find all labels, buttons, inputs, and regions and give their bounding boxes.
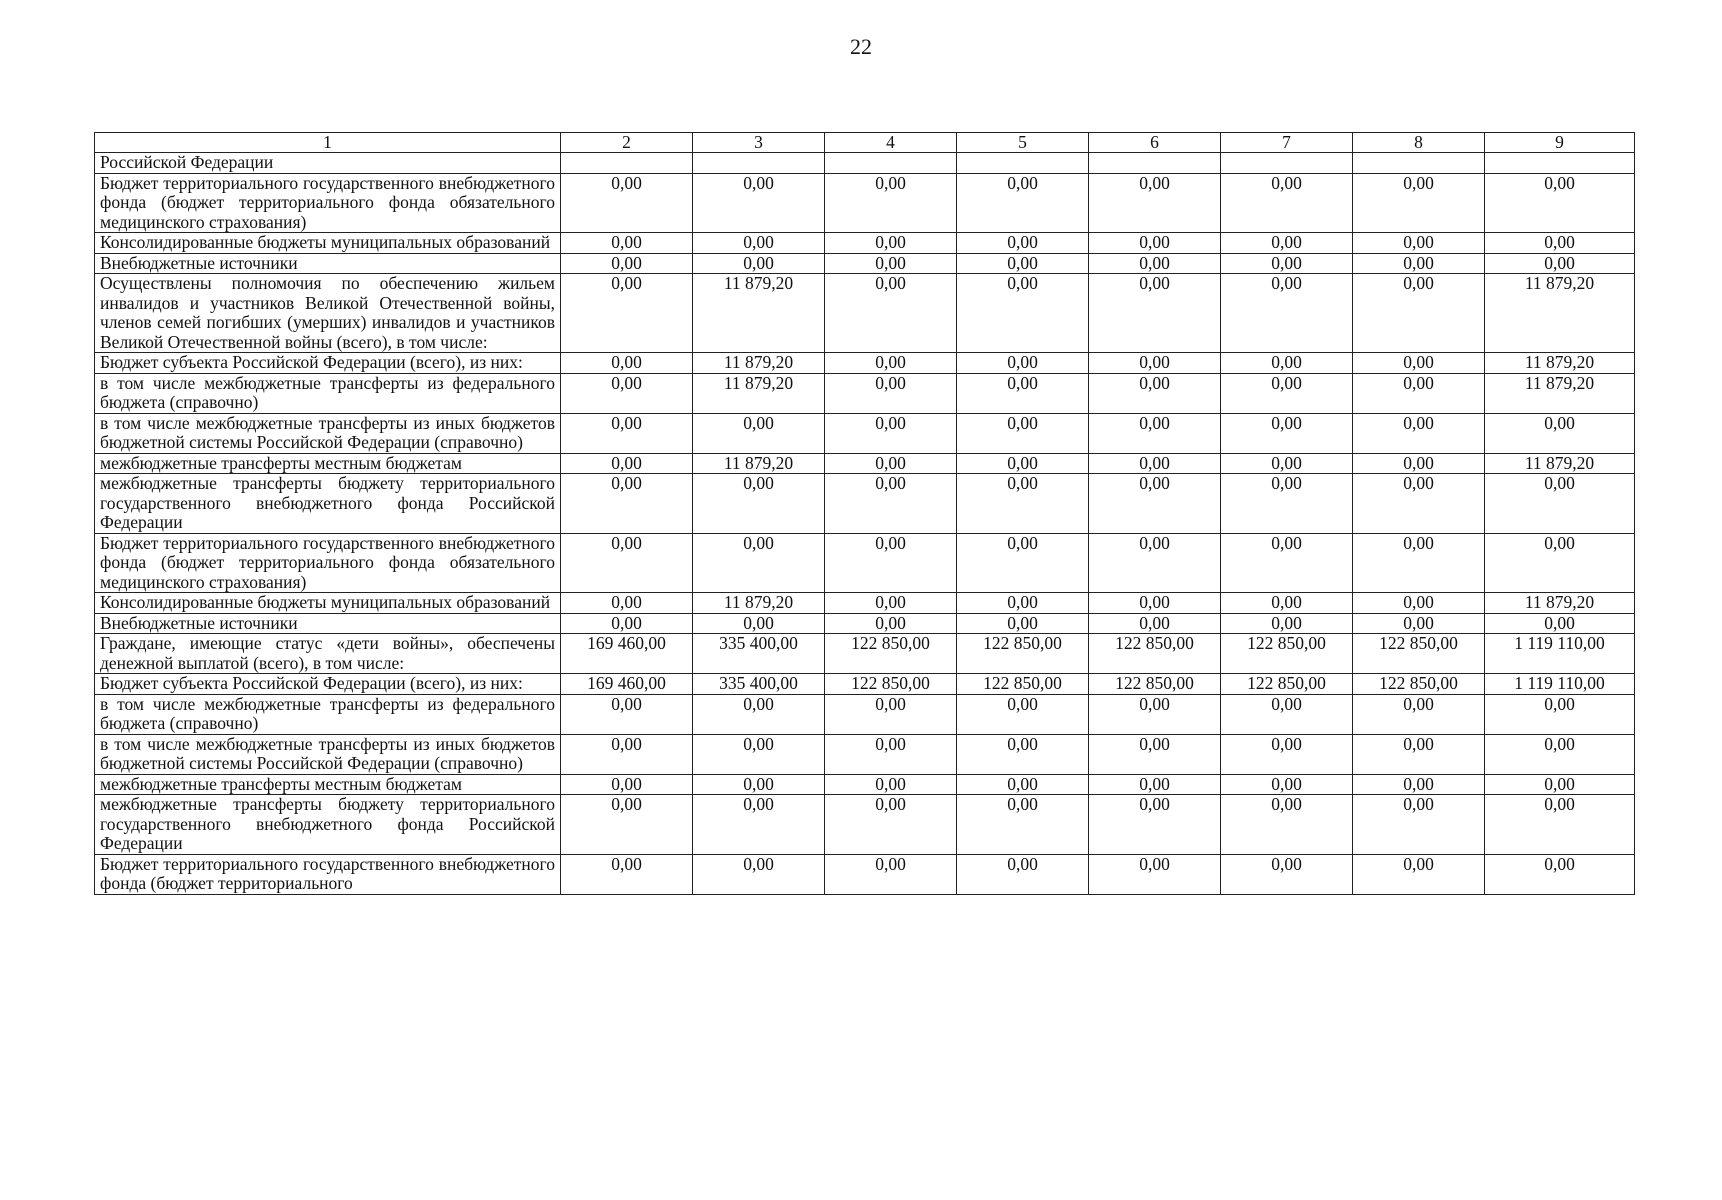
value-cell: 0,00 xyxy=(693,413,825,453)
value-cell: 0,00 xyxy=(1089,593,1221,614)
value-cell: 0,00 xyxy=(1353,233,1485,254)
column-number: 3 xyxy=(693,133,825,153)
value-cell: 0,00 xyxy=(1089,854,1221,894)
value-cell: 0,00 xyxy=(693,253,825,274)
value-cell xyxy=(1221,153,1353,174)
value-cell: 0,00 xyxy=(957,413,1089,453)
value-cell: 0,00 xyxy=(693,795,825,855)
row-label: в том числе межбюджетные трансферты из федерального бюджета (справочно) xyxy=(95,373,561,413)
value-cell: 0,00 xyxy=(1485,774,1635,795)
value-cell: 0,00 xyxy=(1353,734,1485,774)
value-cell: 0,00 xyxy=(1485,233,1635,254)
value-cell: 0,00 xyxy=(561,253,693,274)
value-cell: 0,00 xyxy=(1353,413,1485,453)
value-cell: 11 879,20 xyxy=(693,274,825,353)
value-cell: 122 850,00 xyxy=(957,634,1089,674)
value-cell: 0,00 xyxy=(693,233,825,254)
table-row xyxy=(95,233,1635,254)
value-cell: 0,00 xyxy=(825,274,957,353)
column-number: 9 xyxy=(1485,133,1635,153)
table-row xyxy=(95,613,1635,634)
value-cell: 0,00 xyxy=(1485,413,1635,453)
value-cell: 0,00 xyxy=(693,533,825,593)
value-cell: 335 400,00 xyxy=(693,674,825,695)
value-cell: 0,00 xyxy=(1221,353,1353,374)
value-cell: 0,00 xyxy=(825,774,957,795)
value-cell xyxy=(825,153,957,174)
value-cell: 0,00 xyxy=(1485,173,1635,233)
value-cell: 169 460,00 xyxy=(561,634,693,674)
value-cell: 11 879,20 xyxy=(693,373,825,413)
value-cell: 0,00 xyxy=(825,593,957,614)
value-cell: 0,00 xyxy=(957,533,1089,593)
table-row xyxy=(95,734,1635,774)
column-number: 2 xyxy=(561,133,693,153)
value-cell: 11 879,20 xyxy=(1485,274,1635,353)
value-cell: 0,00 xyxy=(957,173,1089,233)
row-label: межбюджетные трансферты местным бюджетам xyxy=(95,453,561,474)
value-cell: 11 879,20 xyxy=(1485,353,1635,374)
value-cell: 122 850,00 xyxy=(1089,634,1221,674)
value-cell: 122 850,00 xyxy=(825,634,957,674)
value-cell: 11 879,20 xyxy=(693,453,825,474)
value-cell xyxy=(693,153,825,174)
row-label: Внебюджетные источники xyxy=(95,613,561,634)
value-cell: 0,00 xyxy=(561,533,693,593)
value-cell: 0,00 xyxy=(1089,274,1221,353)
value-cell: 0,00 xyxy=(825,795,957,855)
value-cell: 0,00 xyxy=(1221,453,1353,474)
value-cell: 0,00 xyxy=(1221,173,1353,233)
table-row xyxy=(95,795,1635,855)
value-cell: 0,00 xyxy=(1485,613,1635,634)
value-cell: 0,00 xyxy=(561,474,693,534)
table-row xyxy=(95,274,1635,353)
value-cell: 0,00 xyxy=(957,593,1089,614)
value-cell: 122 850,00 xyxy=(1353,634,1485,674)
table-row xyxy=(95,474,1635,534)
value-cell: 0,00 xyxy=(1353,694,1485,734)
value-cell: 0,00 xyxy=(957,734,1089,774)
column-number: 7 xyxy=(1221,133,1353,153)
value-cell: 0,00 xyxy=(1485,854,1635,894)
value-cell: 0,00 xyxy=(1089,533,1221,593)
value-cell: 0,00 xyxy=(1353,353,1485,374)
value-cell: 0,00 xyxy=(1089,613,1221,634)
value-cell: 0,00 xyxy=(1221,613,1353,634)
value-cell: 0,00 xyxy=(1353,795,1485,855)
value-cell: 0,00 xyxy=(1221,274,1353,353)
value-cell: 0,00 xyxy=(1089,173,1221,233)
value-cell: 0,00 xyxy=(693,734,825,774)
page-number: 22 xyxy=(850,34,872,59)
value-cell: 122 850,00 xyxy=(1221,674,1353,695)
value-cell: 0,00 xyxy=(1221,474,1353,534)
value-cell xyxy=(1089,153,1221,174)
table-row xyxy=(95,774,1635,795)
value-cell: 0,00 xyxy=(957,233,1089,254)
value-cell: 0,00 xyxy=(1353,173,1485,233)
row-label: межбюджетные трансферты бюджету территориального государственного внебюджетного фонда Российской Федерации xyxy=(95,474,561,534)
value-cell: 0,00 xyxy=(825,613,957,634)
value-cell: 0,00 xyxy=(561,774,693,795)
table-row xyxy=(95,353,1635,374)
value-cell: 0,00 xyxy=(1485,734,1635,774)
row-label: Бюджет субъекта Российской Федерации (всего), из них: xyxy=(95,674,561,695)
row-label: межбюджетные трансферты бюджету территориального государственного внебюджетного фонда Российской Федерации xyxy=(95,795,561,855)
column-number-row xyxy=(95,133,1635,153)
value-cell: 11 879,20 xyxy=(1485,453,1635,474)
value-cell: 0,00 xyxy=(561,453,693,474)
value-cell: 0,00 xyxy=(1221,734,1353,774)
row-label: Консолидированные бюджеты муниципальных образований xyxy=(95,593,561,614)
value-cell xyxy=(561,153,693,174)
row-label: Бюджет территориального государственного внебюджетного фонда (бюджет территориального фонда обязательного медицинского страхования) xyxy=(95,173,561,233)
table-row xyxy=(95,854,1635,894)
value-cell: 0,00 xyxy=(957,694,1089,734)
value-cell: 0,00 xyxy=(957,613,1089,634)
value-cell: 0,00 xyxy=(561,854,693,894)
value-cell: 0,00 xyxy=(957,453,1089,474)
value-cell: 0,00 xyxy=(957,253,1089,274)
value-cell: 0,00 xyxy=(1089,453,1221,474)
value-cell: 0,00 xyxy=(561,734,693,774)
value-cell: 0,00 xyxy=(1089,474,1221,534)
value-cell: 0,00 xyxy=(957,795,1089,855)
column-number: 5 xyxy=(957,133,1089,153)
row-label: Граждане, имеющие статус «дети войны», обеспечены денежной выплатой (всего), в том числе: xyxy=(95,634,561,674)
column-number: 1 xyxy=(95,133,561,153)
table-row xyxy=(95,674,1635,695)
value-cell: 0,00 xyxy=(1221,854,1353,894)
value-cell: 0,00 xyxy=(1089,795,1221,855)
value-cell: 0,00 xyxy=(1221,774,1353,795)
table-row xyxy=(95,153,1635,174)
value-cell: 0,00 xyxy=(693,774,825,795)
column-number: 8 xyxy=(1353,133,1485,153)
value-cell: 0,00 xyxy=(1485,253,1635,274)
column-number: 6 xyxy=(1089,133,1221,153)
value-cell: 1 119 110,00 xyxy=(1485,674,1635,695)
value-cell: 0,00 xyxy=(561,694,693,734)
value-cell: 0,00 xyxy=(1221,694,1353,734)
value-cell: 0,00 xyxy=(957,854,1089,894)
value-cell: 11 879,20 xyxy=(693,353,825,374)
value-cell: 0,00 xyxy=(1353,854,1485,894)
value-cell: 0,00 xyxy=(693,474,825,534)
value-cell: 0,00 xyxy=(957,474,1089,534)
row-label: Бюджет субъекта Российской Федерации (всего), из них: xyxy=(95,353,561,374)
value-cell: 0,00 xyxy=(1485,795,1635,855)
value-cell: 0,00 xyxy=(561,613,693,634)
value-cell: 0,00 xyxy=(561,173,693,233)
value-cell: 0,00 xyxy=(957,373,1089,413)
value-cell: 122 850,00 xyxy=(1353,674,1485,695)
value-cell: 0,00 xyxy=(1353,474,1485,534)
value-cell: 0,00 xyxy=(1485,694,1635,734)
value-cell: 0,00 xyxy=(1221,795,1353,855)
table-row xyxy=(95,634,1635,674)
value-cell: 11 879,20 xyxy=(1485,373,1635,413)
row-label: Осуществлены полномочия по обеспечению жильем инвалидов и участников Великой Отечественной войны, членов семей погибших (умерших) инвалидов и участников Великой Отечественной войны (всего), в том числе: xyxy=(95,274,561,353)
value-cell: 0,00 xyxy=(1221,253,1353,274)
value-cell: 0,00 xyxy=(1353,774,1485,795)
value-cell: 0,00 xyxy=(561,353,693,374)
value-cell: 0,00 xyxy=(693,613,825,634)
value-cell: 0,00 xyxy=(1353,453,1485,474)
column-number: 4 xyxy=(825,133,957,153)
value-cell: 0,00 xyxy=(1089,774,1221,795)
value-cell: 0,00 xyxy=(825,734,957,774)
value-cell: 11 879,20 xyxy=(1485,593,1635,614)
row-label: Бюджет территориального государственного внебюджетного фонда (бюджет территориального xyxy=(95,854,561,894)
value-cell: 0,00 xyxy=(825,854,957,894)
table-row xyxy=(95,593,1635,614)
value-cell: 0,00 xyxy=(825,253,957,274)
value-cell: 0,00 xyxy=(1089,353,1221,374)
value-cell: 0,00 xyxy=(1353,253,1485,274)
value-cell: 0,00 xyxy=(825,694,957,734)
value-cell: 0,00 xyxy=(1485,533,1635,593)
value-cell xyxy=(1485,153,1635,174)
value-cell: 0,00 xyxy=(825,533,957,593)
value-cell: 0,00 xyxy=(1221,533,1353,593)
table-row xyxy=(95,694,1635,734)
value-cell: 0,00 xyxy=(1089,253,1221,274)
value-cell: 0,00 xyxy=(957,774,1089,795)
table-row xyxy=(95,253,1635,274)
row-label: Консолидированные бюджеты муниципальных образований xyxy=(95,233,561,254)
value-cell: 0,00 xyxy=(825,453,957,474)
value-cell: 335 400,00 xyxy=(693,634,825,674)
value-cell: 0,00 xyxy=(825,413,957,453)
value-cell: 0,00 xyxy=(1221,233,1353,254)
table-row xyxy=(95,173,1635,233)
value-cell: 0,00 xyxy=(693,694,825,734)
value-cell: 122 850,00 xyxy=(957,674,1089,695)
table-row xyxy=(95,453,1635,474)
row-label: в том числе межбюджетные трансферты из федерального бюджета (справочно) xyxy=(95,694,561,734)
value-cell: 0,00 xyxy=(1353,613,1485,634)
value-cell: 0,00 xyxy=(1353,373,1485,413)
row-label: Бюджет территориального государственного внебюджетного фонда (бюджет территориального фонда обязательного медицинского страхования) xyxy=(95,533,561,593)
value-cell: 1 119 110,00 xyxy=(1485,634,1635,674)
value-cell: 0,00 xyxy=(1221,413,1353,453)
budget-table xyxy=(94,132,1635,895)
row-label: в том числе межбюджетные трансферты из иных бюджетов бюджетной системы Российской Федерации (справочно) xyxy=(95,413,561,453)
value-cell: 0,00 xyxy=(1353,593,1485,614)
value-cell: 0,00 xyxy=(561,373,693,413)
table-row xyxy=(95,373,1635,413)
row-label: межбюджетные трансферты местным бюджетам xyxy=(95,774,561,795)
value-cell: 0,00 xyxy=(561,233,693,254)
row-label: в том числе межбюджетные трансферты из иных бюджетов бюджетной системы Российской Федерации (справочно) xyxy=(95,734,561,774)
value-cell: 0,00 xyxy=(1485,474,1635,534)
value-cell: 0,00 xyxy=(1089,734,1221,774)
value-cell: 169 460,00 xyxy=(561,674,693,695)
value-cell: 0,00 xyxy=(1089,694,1221,734)
value-cell: 0,00 xyxy=(1353,533,1485,593)
value-cell: 11 879,20 xyxy=(693,593,825,614)
value-cell: 0,00 xyxy=(825,373,957,413)
value-cell: 0,00 xyxy=(561,593,693,614)
value-cell: 0,00 xyxy=(1221,593,1353,614)
value-cell: 0,00 xyxy=(561,274,693,353)
value-cell: 122 850,00 xyxy=(1089,674,1221,695)
value-cell: 0,00 xyxy=(1353,274,1485,353)
row-label: Внебюджетные источники xyxy=(95,253,561,274)
table-row xyxy=(95,533,1635,593)
value-cell: 0,00 xyxy=(1089,373,1221,413)
value-cell xyxy=(1353,153,1485,174)
value-cell: 122 850,00 xyxy=(825,674,957,695)
value-cell: 0,00 xyxy=(1089,233,1221,254)
value-cell: 0,00 xyxy=(1221,373,1353,413)
value-cell: 122 850,00 xyxy=(1221,634,1353,674)
table-body xyxy=(95,133,1635,895)
table-row xyxy=(95,413,1635,453)
value-cell: 0,00 xyxy=(825,233,957,254)
value-cell: 0,00 xyxy=(825,474,957,534)
value-cell: 0,00 xyxy=(693,854,825,894)
value-cell: 0,00 xyxy=(561,413,693,453)
value-cell: 0,00 xyxy=(957,274,1089,353)
value-cell: 0,00 xyxy=(561,795,693,855)
value-cell xyxy=(957,153,1089,174)
value-cell: 0,00 xyxy=(825,353,957,374)
row-label: Российской Федерации xyxy=(95,153,561,174)
value-cell: 0,00 xyxy=(1089,413,1221,453)
value-cell: 0,00 xyxy=(825,173,957,233)
value-cell: 0,00 xyxy=(957,353,1089,374)
value-cell: 0,00 xyxy=(693,173,825,233)
